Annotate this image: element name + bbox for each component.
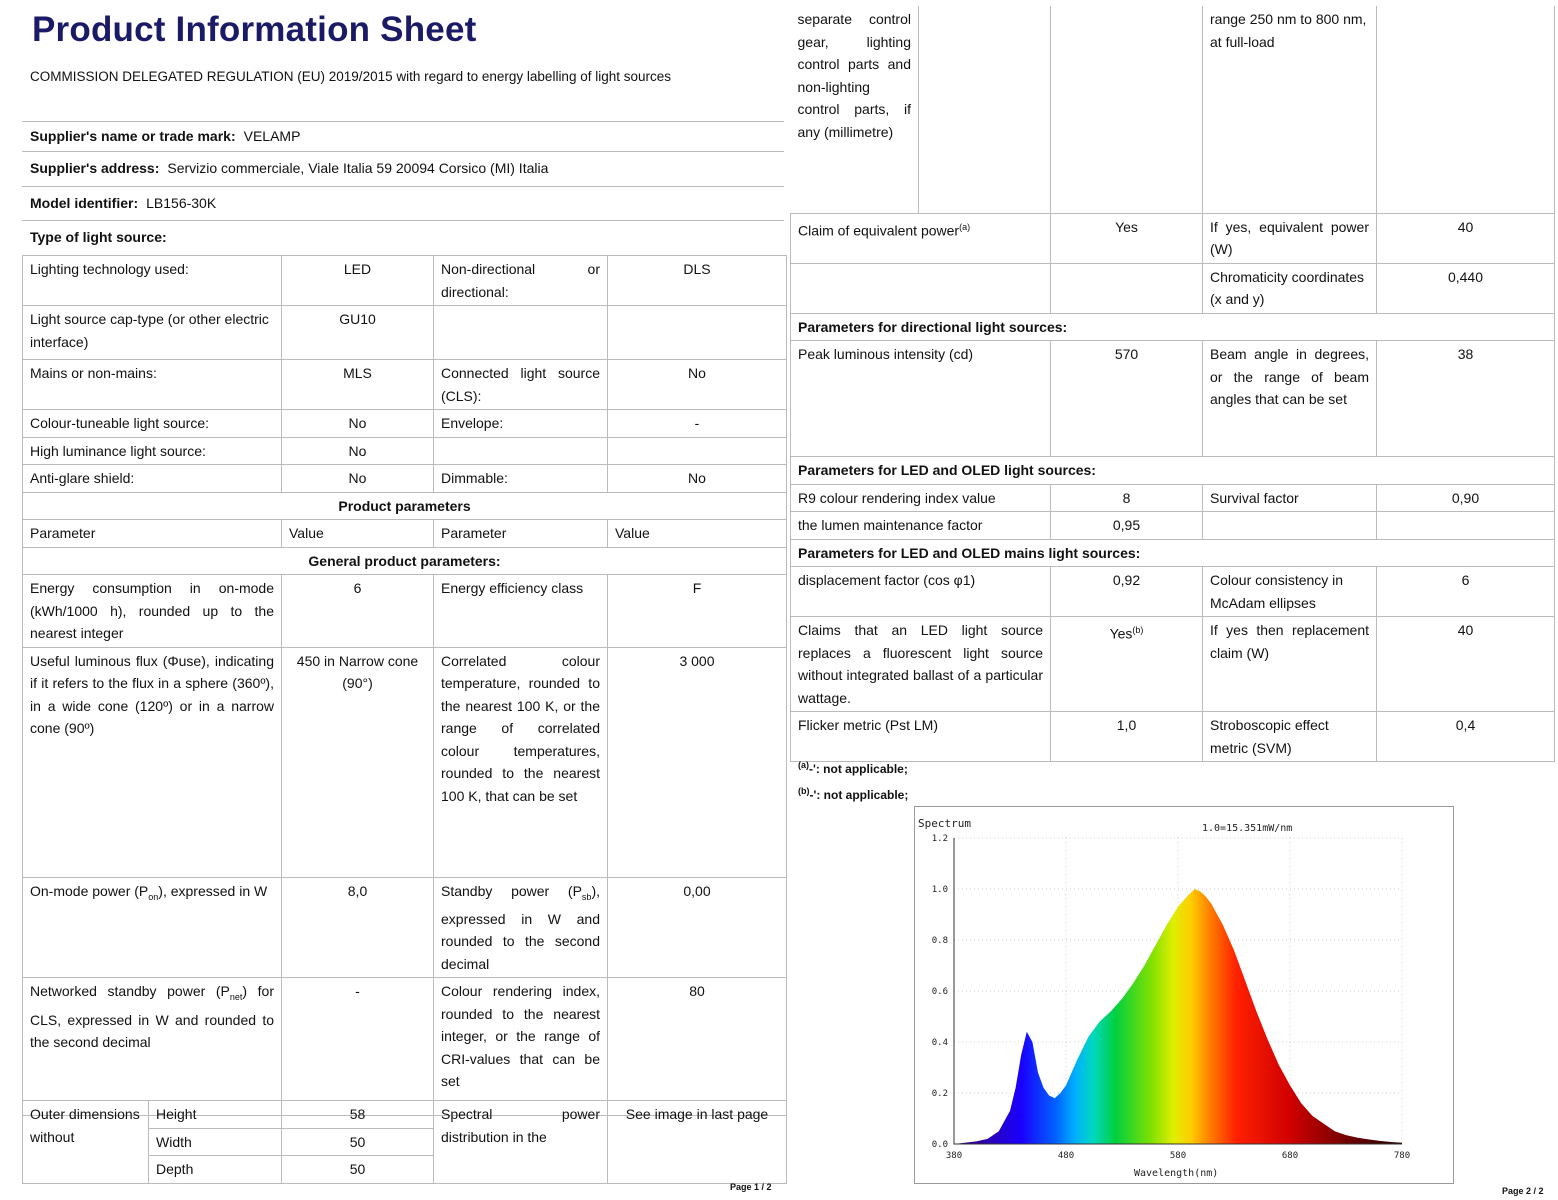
light-source-type-table xyxy=(22,255,787,1116)
chart-annotation: 1.0=15.351mW/nm xyxy=(1202,823,1293,834)
y-tick-label: 0.0 xyxy=(931,1140,948,1150)
general-parameters-header: General product parameters: xyxy=(23,547,787,575)
supplier-name-value: VELAMP xyxy=(243,128,301,144)
table-row: Mains or non-mains: MLS Connected light source (CLS): No xyxy=(23,360,787,410)
supplier-name-row xyxy=(30,121,300,151)
supplier-name-label: Supplier's name or trade mark: xyxy=(30,128,236,144)
table-row: Flicker metric (Pst LM) 1,0 Stroboscopic effect metric (SVM) 0,4 xyxy=(791,712,1555,762)
y-tick-label: 1.0 xyxy=(931,885,948,895)
footnote-a: $^{(a)}$-': not applicable; xyxy=(798,760,908,776)
table-row: Peak luminous intensity (cd) 570 Beam angle in degrees, or the range of beam angles that can be set 38 xyxy=(791,341,1555,457)
x-tick-label: 780 xyxy=(1393,1151,1411,1161)
table-row: Outer dimensions without Height 58 Spectral power distribution in the See image in last page xyxy=(23,1101,787,1129)
table-row: High luminance light source: No xyxy=(23,437,787,465)
x-tick-label: 480 xyxy=(1057,1151,1075,1161)
regulation-text: COMMISSION DELEGATED REGULATION (EU) 2019/2015 with regard to energy labelling of light sources xyxy=(30,69,671,84)
table-row: Anti-glare shield: No Dimmable: No xyxy=(23,465,787,493)
x-tick-label: 580 xyxy=(1169,1151,1187,1161)
table-row: displacement factor (cos φ1) 0,92 Colour consistency in McAdam ellipses 6 xyxy=(791,567,1555,617)
y-tick-label: 0.4 xyxy=(931,1038,948,1048)
x-tick-label: 380 xyxy=(945,1151,963,1161)
table-row: Chromaticity coordinates (x and y) 0,440 xyxy=(791,263,1555,313)
divider xyxy=(22,220,784,221)
y-tick-label: 1.2 xyxy=(931,834,948,844)
table-row: Networked standby power $(P_{net})$ for CLS, expressed in W and rounded to the second decimal - Colour rendering index, rounded to the nearest integer, or the range of CRI-values that can be set 80 xyxy=(23,978,787,1116)
footnote-b: $^{(b)}$-': not applicable; xyxy=(798,786,909,802)
divider xyxy=(22,186,784,187)
mains-header: Parameters for LED and OLED mains light sources: xyxy=(791,539,1555,567)
led-header: Parameters for LED and OLED light sources: xyxy=(791,457,1555,485)
table-row: Energy consumption in on-mode (kWh/1000 h), rounded up to the nearest integer 6 Energy efficiency class F xyxy=(23,575,787,648)
model-label: Model identifier: xyxy=(30,195,139,211)
table-row: separate control gear, lighting control parts and non-lighting control parts, if any (millimetre) range 250 nm to 800 nm, at full-load xyxy=(791,6,1555,213)
table-row: Colour-tuneable light source: No Envelope: - xyxy=(23,410,787,438)
type-heading: Type of light source: xyxy=(30,229,167,245)
page-title: Product Information Sheet xyxy=(32,10,477,49)
table-row: Width 50 xyxy=(23,1128,787,1156)
spectrum-chart xyxy=(914,806,1454,1184)
chart-title: Spectrum xyxy=(918,817,971,830)
table-row: the lumen maintenance factor 0,95 xyxy=(791,512,1555,540)
y-tick-label: 0.8 xyxy=(931,936,948,946)
supplier-address-value: Servizio commerciale, Viale Italia 59 20094 Corsico (MI) Italia xyxy=(167,160,549,176)
x-tick-label: 680 xyxy=(1281,1151,1299,1161)
table-row: Claims that an LED light source replaces a fluorescent light source without integrated ballast of a particular wattage. Yes$^{(b)}$ If yes then replacement claim (W) 40 xyxy=(791,617,1555,712)
supplier-address-row xyxy=(30,153,548,183)
x-axis-label: Wavelength(nm) xyxy=(1134,1168,1219,1179)
product-parameters-header: Product parameters xyxy=(23,492,787,520)
table-row: Lighting technology used: LED Non-directional or directional: DLS xyxy=(23,256,787,306)
page2-table xyxy=(790,6,1555,762)
page-number: Page 2 / 2 xyxy=(1502,1186,1544,1196)
table-row: R9 colour rendering index value 8 Survival factor 0,90 xyxy=(791,484,1555,512)
divider xyxy=(22,151,784,152)
table-row: Claim of equivalent power$^{(a)}$ Yes If yes, equivalent power (W) 40 xyxy=(791,213,1555,263)
table-row: Depth 50 xyxy=(23,1156,787,1184)
table-row: On-mode power $(P_{on})$, expressed in W 8,0 Standby power $(P_{sb})$, expressed in W and rounded to the second decimal 0,00 xyxy=(23,877,787,978)
page-number: Page 1 / 2 xyxy=(730,1182,772,1192)
y-tick-label: 0.6 xyxy=(931,987,948,997)
column-header-row: Parameter Value Parameter Value xyxy=(23,520,787,548)
model-row xyxy=(30,188,216,218)
y-tick-label: 0.2 xyxy=(931,1089,948,1099)
directional-header: Parameters for directional light sources: xyxy=(791,313,1555,341)
dimensions-table xyxy=(22,1100,787,1184)
table-row: Useful luminous flux (Φuse), indicating if it refers to the flux in a sphere (360º), in a wide cone (120º) or in a narrow cone (90º) 450 in Narrow cone (90°) Correlated colour temperature, rounded to the nearest 100 K, or the range of correlated colour temperatures, rounded to the nearest 100 K, that can be set 3 000 xyxy=(23,647,787,877)
table-row: Light source cap-type (or other electric interface) GU10 xyxy=(23,306,787,360)
supplier-address-label: Supplier's address: xyxy=(30,160,160,176)
model-value: LB156-30K xyxy=(146,195,217,211)
